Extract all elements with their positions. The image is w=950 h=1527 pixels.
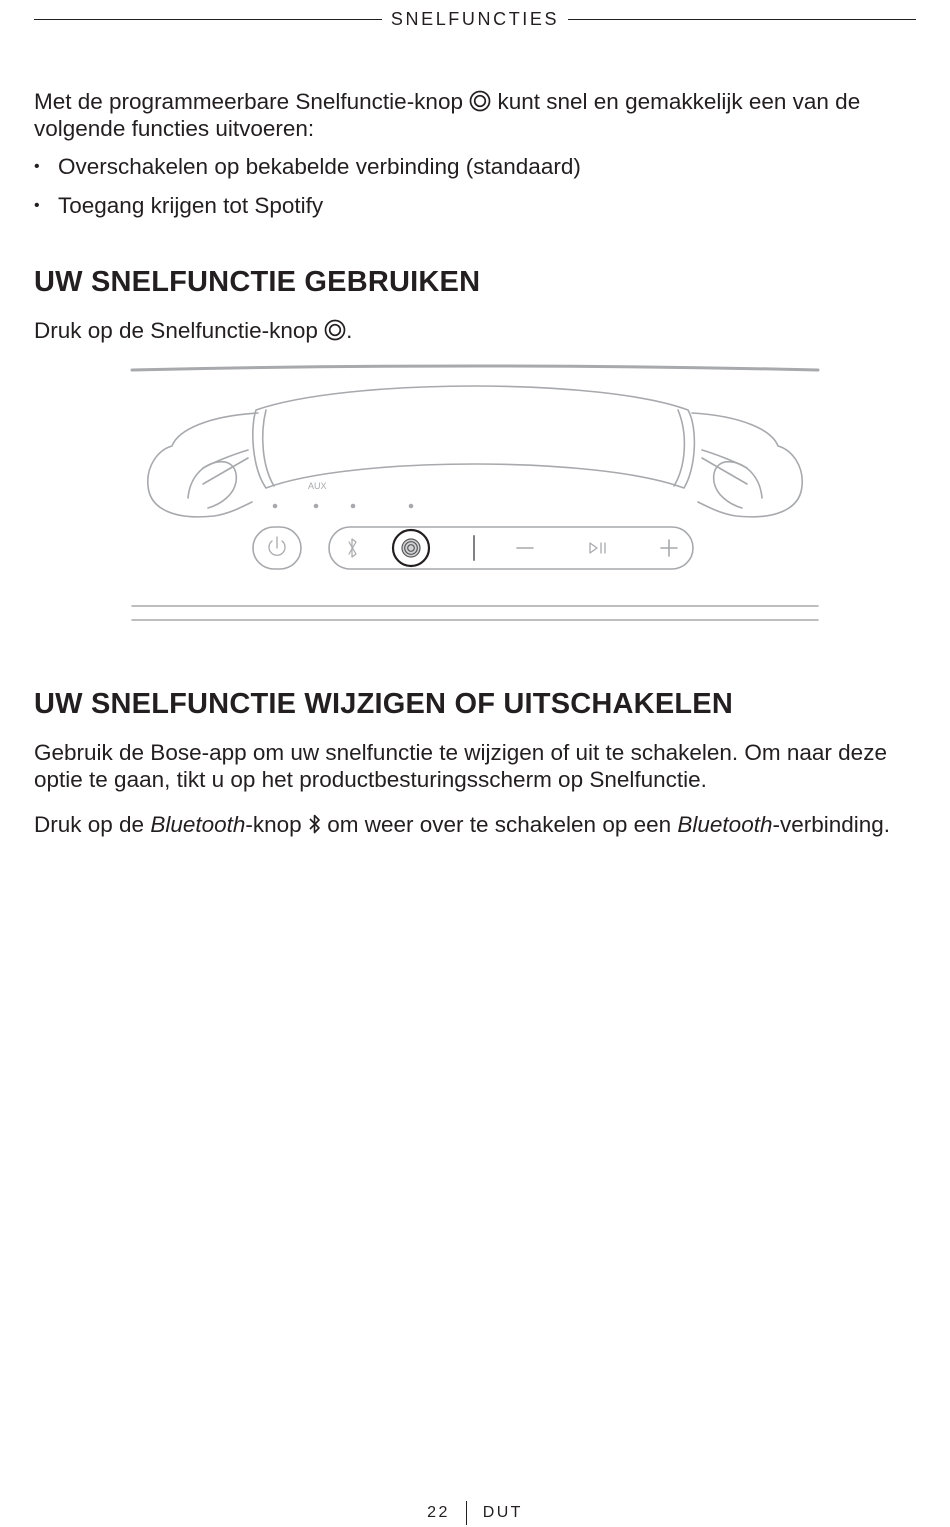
function-list [34, 153, 581, 231]
intro-paragraph [34, 88, 914, 142]
speaker-top-illustration [128, 358, 822, 628]
bluetooth-instruction [34, 811, 924, 838]
bluetooth-button-icon [349, 539, 356, 557]
footer-divider [466, 1501, 467, 1525]
indicator-dot [409, 504, 414, 509]
header-rule-left [34, 19, 382, 20]
speaker-top-edge [132, 366, 818, 370]
list-item-text: Overschakelen op bekabelde verbinding (standaard) [58, 154, 581, 179]
shortcut-icon [324, 319, 346, 341]
bullet-icon: • [34, 158, 40, 175]
language-code: DUT [482, 1504, 523, 1521]
bt-italic-1: Bluetooth [150, 812, 246, 837]
handle-grip [253, 386, 695, 488]
indicator-dot [314, 504, 319, 509]
control-bar [329, 527, 693, 569]
bt-text-1: Druk op de [34, 812, 151, 837]
intro-text-end: kunt snel en gemakkelijk een van de volgende functies uitvoeren: [34, 89, 861, 141]
use-text-start: Druk op de Snelfunctie-knop [34, 318, 325, 343]
bt-text-3: om weer over te schakelen op een [320, 812, 678, 837]
indicator-dot [351, 504, 356, 509]
indicator-dot [273, 504, 278, 509]
aux-label: AUX [308, 481, 327, 491]
section-heading-use: UW SNELFUNCTIE GEBRUIKEN [34, 266, 481, 298]
handle-loop-left [148, 413, 258, 517]
bluetooth-icon [308, 813, 321, 835]
list-item-text: Toegang krijgen tot Spotify [58, 193, 324, 218]
header-title: SNELFUNCTIES [390, 8, 560, 29]
page-number: 22 [427, 1504, 450, 1521]
handle-loop-right [692, 413, 802, 517]
bullet-icon: • [34, 197, 40, 214]
section-heading-change: UW SNELFUNCTIE WIJZIGEN OF UITSCHAKELEN [34, 688, 733, 720]
header-rule-right [568, 19, 916, 20]
use-text-end: . [346, 318, 353, 343]
play-pause-icon [590, 543, 605, 553]
bt-text-4: -verbinding. [772, 812, 891, 837]
change-instruction: Gebruik de Bose-app om uw snelfunctie te wijzigen of uit te schakelen. Om naar deze optie te gaan, tikt u op het productbesturingsscherm op Snelfunctie. [34, 740, 887, 792]
page-footer [0, 1499, 950, 1527]
list-item [34, 192, 581, 219]
list-item [34, 153, 581, 180]
bt-italic-2: Bluetooth [677, 812, 773, 837]
shortcut-icon [469, 90, 491, 112]
intro-text-start: Met de programmeerbare Snelfunctie-knop [34, 89, 470, 114]
shortcut-button [393, 530, 429, 566]
page-header [34, 7, 916, 31]
bt-text-2: -knop [245, 812, 308, 837]
use-instruction [34, 317, 352, 344]
